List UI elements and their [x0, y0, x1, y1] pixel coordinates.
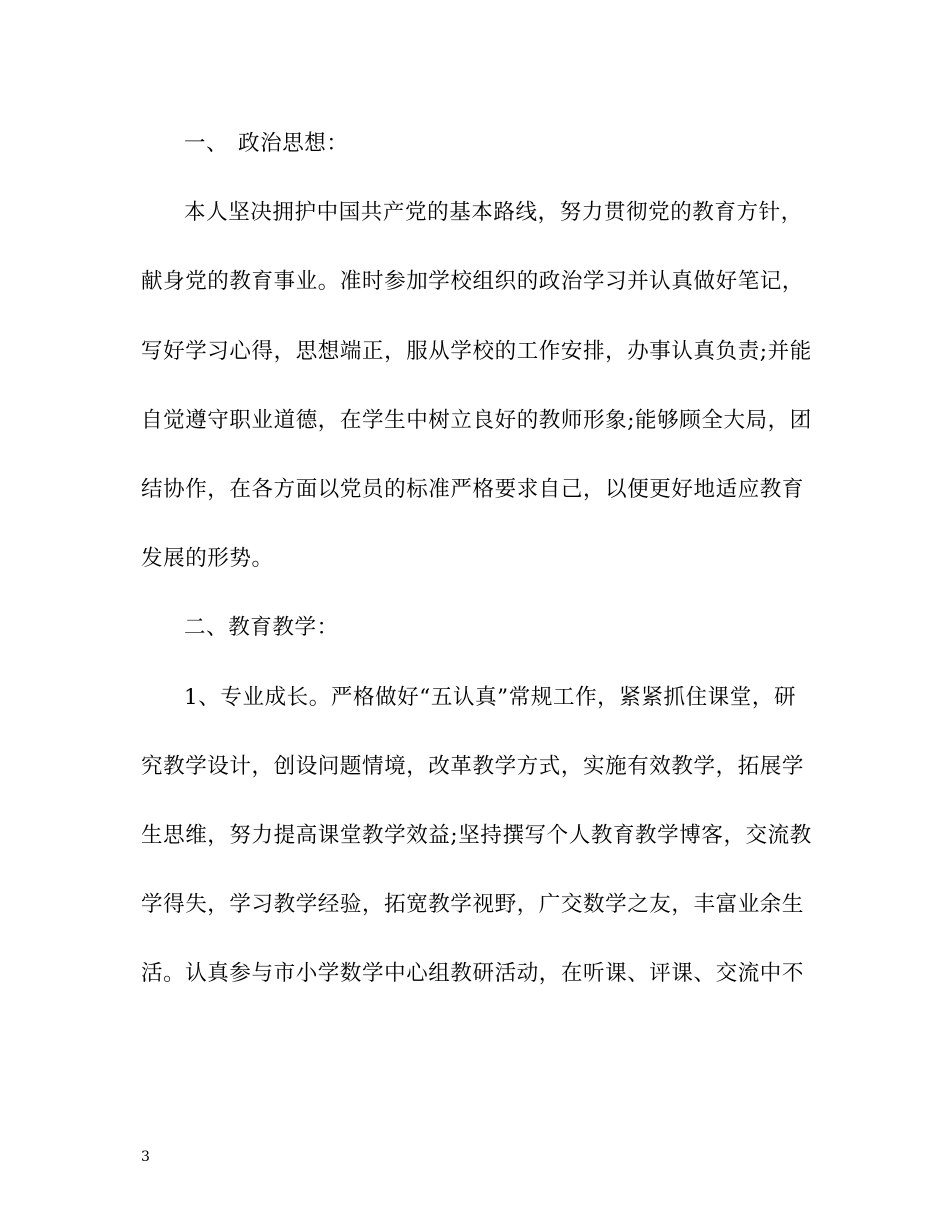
paragraph-line: 结协作，在各方面以党员的标准严格要求自己，以便更好地适应教育 — [141, 476, 805, 502]
paragraph-line: 献身党的教育事业。准时参加学校组织的政治学习并认真做好笔记， — [141, 269, 805, 295]
paragraph-line: 写好学习心得，思想端正，服从学校的工作安排，办事认真负责;并能 — [141, 338, 812, 364]
document-body — [141, 121, 821, 1020]
paragraph-line: 活。认真参与市小学数学中心组教研活动，在听课、评课、交流中不 — [141, 961, 805, 987]
section-heading-teaching: 二、教育教学： — [184, 615, 339, 641]
paragraph-line: 生思维，努力提高课堂教学效益;坚持撰写个人教育教学博客，交流教 — [141, 822, 812, 848]
section-title: 政治思想： — [238, 131, 349, 156]
paragraph-line: 本人坚决拥护中国共产党的基本路线，努力贯彻党的教育方针， — [184, 200, 803, 226]
paragraph-line: 发展的形势。 — [141, 546, 274, 572]
paragraph-line: 自觉遵守职业道德，在学生中树立良好的教师形象;能够顾全大局，团 — [141, 407, 812, 433]
section-number: 一、 — [184, 131, 229, 156]
section-heading-political — [141, 121, 821, 190]
paragraph-line: 究教学设计，创设问题情境，改革教学方式，实施有效教学，拓展学 — [141, 753, 805, 779]
paragraph-line: 学得失，学习教学经验，拓宽教学视野，广交数学之友，丰富业余生 — [141, 892, 805, 918]
page-number: 3 — [141, 1149, 150, 1165]
paragraph-line: 1、专业成长。严格做好“五认真”常规工作，紧紧抓住课堂，研 — [184, 684, 797, 710]
